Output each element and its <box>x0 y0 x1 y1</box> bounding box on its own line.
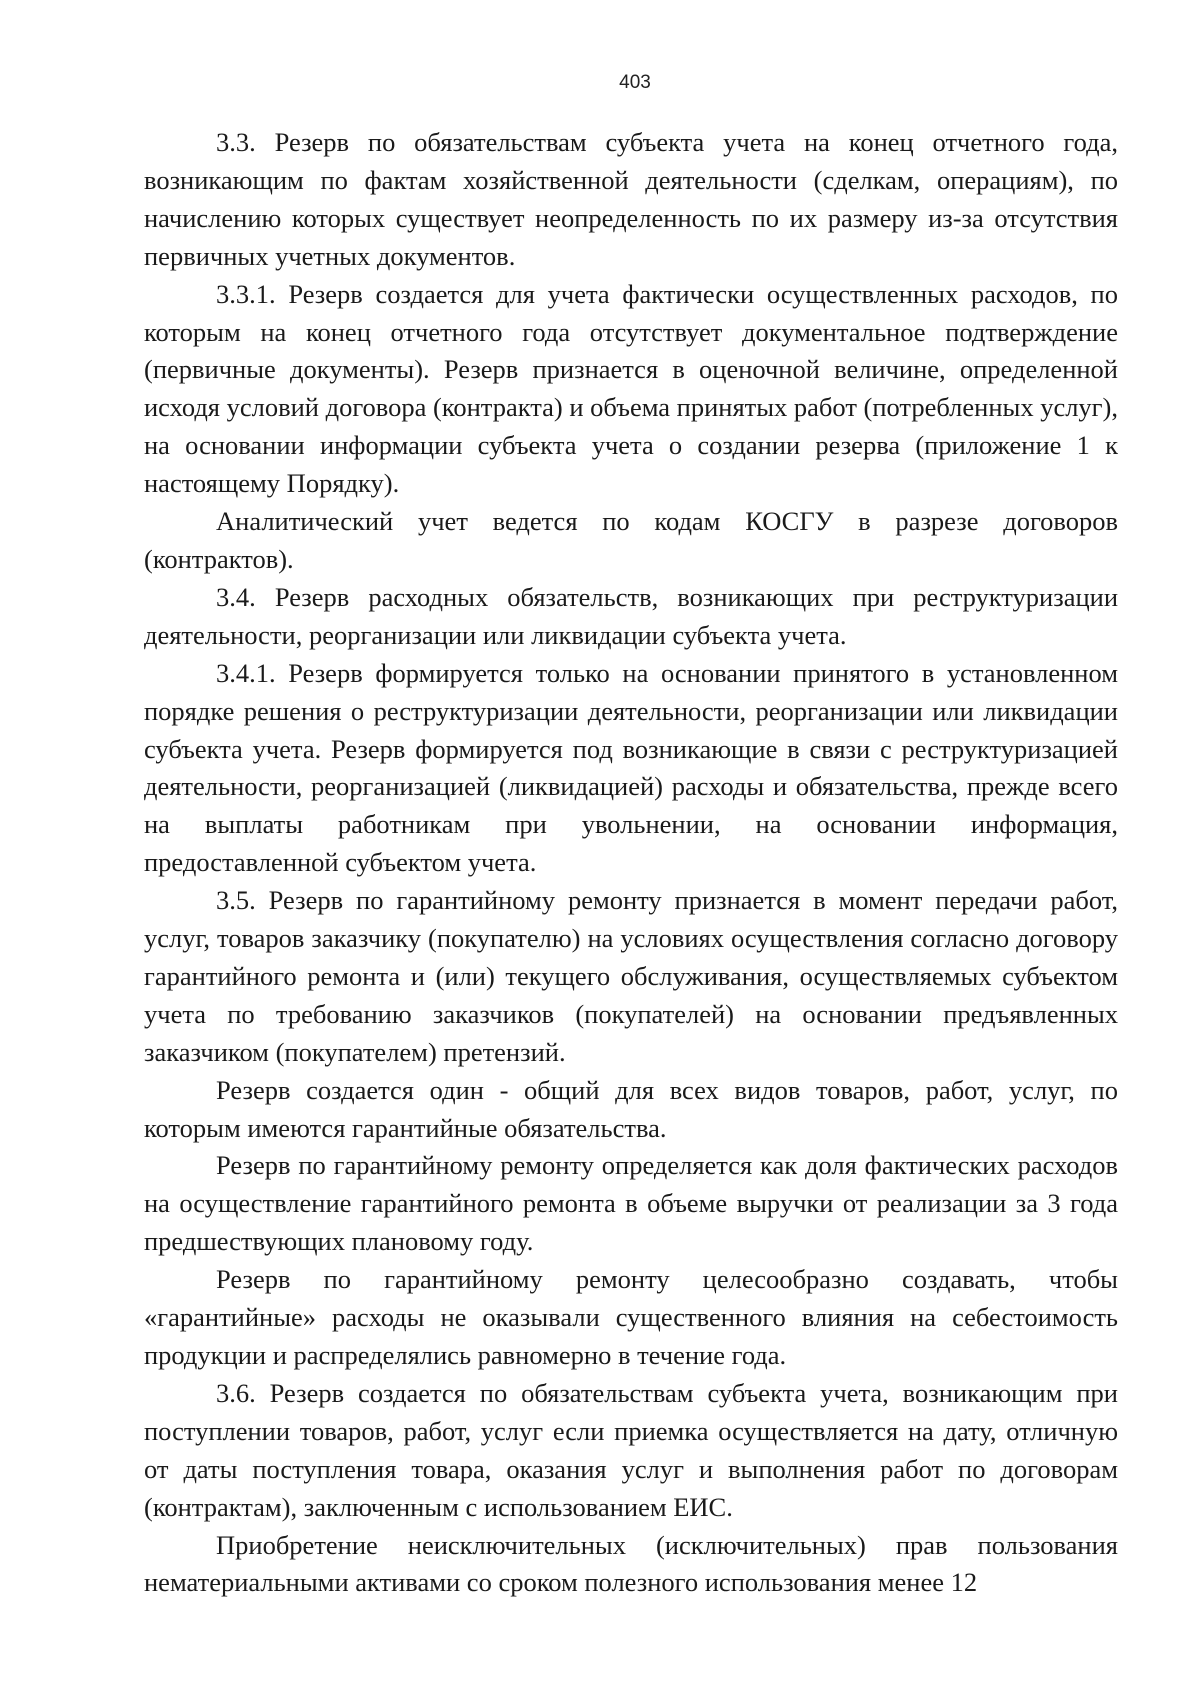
paragraph-analytic-accounting: Аналитический учет ведется по кодам КОСГУ в разрезе договоров (контрактов). <box>144 506 1118 574</box>
paragraph-reserve-purpose: Резерв по гарантийному ремонту целесообразно создавать, чтобы «гарантийные» расходы не оказывали существенного влияния на себестоимость продукции и распределялись равномерно в течение года. <box>144 1264 1118 1370</box>
paragraph-3-3-1: 3.3.1. Резерв создается для учета фактически осуществленных расходов, по которым на конец отчетного года отсутствует документальное подтверждение (первичные документы). Резерв признается в оценочной величине, определенной исходя условий договора (контракта) и объема принятых работ (потребленных услуг), на основании информации субъекта учета о создании резерва (приложение 1 к настоящему Порядку). <box>144 278 1119 499</box>
document-body <box>144 124 1118 1602</box>
paragraph-reserve-single: Резерв создается один - общий для всех видов товаров, работ, услуг, по которым имеются гарантийные обязательства. <box>144 1074 1118 1143</box>
paragraph-3-4: 3.4. Резерв расходных обязательств, возникающих при реструктуризации деятельности, реорганизации или ликвидации субъекта учета. <box>144 581 1118 650</box>
page-number: 403 <box>619 72 651 93</box>
paragraph-3-6: 3.6. Резерв создается по обязательствам субъекта учета, возникающим при поступлении товаров, работ, услуг если приемка осуществляется на дату, отличную от даты поступления товара, оказания услуг и выполнения работ по договорам (контрактам), заключенным с использованием ЕИС. <box>144 1377 1118 1522</box>
paragraph-3-4-1: 3.4.1. Резерв формируется только на основании принятого в установленном порядке решения о реструктуризации деятельности, реорганизации или ликвидации субъекта учета. Резерв формируется под возникающие в связи с реструктуризацией деятельности, реорганизацией (ликвидацией) расходы и обязательства, прежде всего на выплаты работникам при увольнении, на основании информация, предоставленной субъектом учета. <box>144 657 1118 878</box>
paragraph-3-3: 3.3. Резерв по обязательствам субъекта учета на конец отчетного года, возникающим по фактам хозяйственной деятельности (сделкам, операциям), по начислению которых существует неопределенность по их размеру из-за отсутствия первичных учетных документов. <box>144 127 1118 271</box>
paragraph-reserve-definition: Резерв по гарантийному ремонту определяется как доля фактических расходов на осуществление гарантийного ремонта в объеме выручки от реализации за 3 года предшествующих плановому году. <box>144 1150 1118 1257</box>
paragraph-3-5: 3.5. Резерв по гарантийному ремонту признается в момент передачи работ, услуг, товаров заказчику (покупателю) на условиях осуществления согласно договору гарантийного ремонта и (или) текущего обслуживания, осуществляемых субъектом учета по требованию заказчиков (покупателей) на основании предъявленных заказчиком (покупателем) претензий. <box>144 885 1118 1067</box>
paragraph-intangible-assets: Приобретение неисключительных (исключительных) прав пользования нематериальными активами со сроком полезного использования менее 12 <box>144 1529 1118 1598</box>
